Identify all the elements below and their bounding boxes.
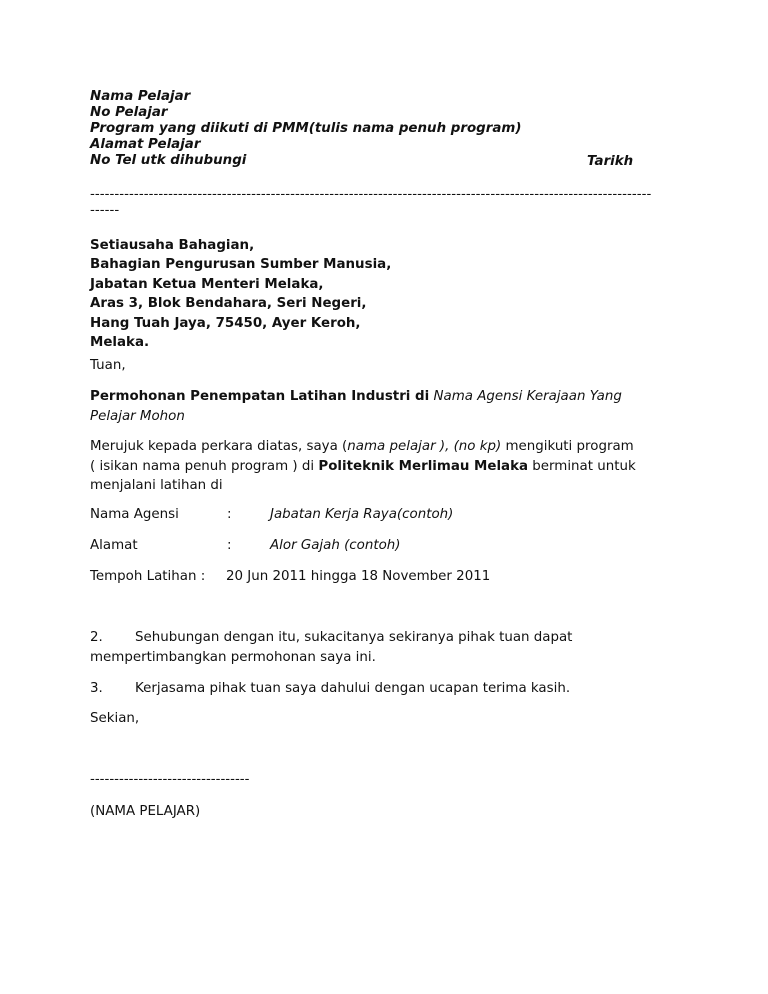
detail-agensi-colon: : — [227, 507, 232, 522]
intro-italic-1: nama pelajar ), (no kp) — [347, 439, 502, 454]
header-tarikh: Tarikh — [587, 154, 634, 169]
detail-alamat-label: Alamat — [90, 538, 138, 553]
recipient-line-1: Setiausaha Bahagian, — [90, 238, 255, 253]
intro-text-3: ( isikan nama penuh program ) di — [90, 458, 319, 474]
closing: Sekian, — [90, 711, 140, 726]
para2-line-1: Sehubungan dengan itu, sukacitanya sekiranya pihak tuan dapat — [135, 630, 573, 645]
recipient-line-4: Aras 3, Blok Bendahara, Seri Negeri, — [90, 296, 367, 312]
para2-number: 2. — [90, 630, 103, 645]
subject-italic-1: Nama Agensi Kerajaan Yang — [433, 389, 622, 404]
recipient-address — [90, 236, 391, 352]
header-program: Program yang diikuti di PMM(tulis nama penuh program) — [90, 121, 522, 136]
para3-line-1: Kerjasama pihak tuan saya dahului dengan ucapan terima kasih. — [135, 681, 571, 696]
header-no-tel: No Tel utk dihubungi — [90, 153, 247, 168]
intro-text-2: mengikuti program — [501, 439, 634, 454]
detail-alamat-colon: : — [227, 538, 232, 553]
detail-agensi-value: Jabatan Kerja Raya(contoh) — [270, 507, 454, 522]
subject-italic-2: Pelajar Mohon — [90, 408, 185, 424]
intro-paragraph — [90, 437, 670, 496]
detail-tempoh-value: 20 Jun 2011 hingga 18 November 2011 — [226, 569, 491, 584]
para3-number: 3. — [90, 681, 103, 696]
separator-line-2: ------ — [90, 203, 120, 218]
recipient-line-3: Jabatan Ketua Menteri Melaka, — [90, 276, 324, 292]
header-nama-pelajar: Nama Pelajar — [90, 89, 191, 104]
intro-text-1: Merujuk kepada perkara diatas, saya ( — [90, 439, 348, 454]
separator-line-1: ------------------------------------------------------------------------------------------------------------------- — [90, 187, 652, 202]
header-no-pelajar: No Pelajar — [90, 105, 168, 120]
subject — [90, 387, 670, 426]
salutation: Tuan, — [90, 358, 126, 373]
intro-text-5: menjalani latihan di — [90, 478, 223, 494]
detail-tempoh-label: Tempoh Latihan : — [90, 569, 206, 584]
header-alamat: Alamat Pelajar — [90, 137, 201, 152]
intro-bold-1: Politeknik Merlimau Melaka — [318, 458, 529, 474]
detail-alamat-value: Alor Gajah (contoh) — [270, 538, 401, 553]
intro-text-4: berminat untuk — [528, 458, 636, 474]
recipient-line-2: Bahagian Pengurusan Sumber Manusia, — [90, 257, 392, 273]
recipient-line-5: Hang Tuah Jaya, 75450, Ayer Keroh, — [90, 315, 361, 331]
signature-line: --------------------------------- — [90, 772, 250, 787]
recipient-line-6: Melaka. — [90, 335, 150, 351]
detail-agensi-label: Nama Agensi — [90, 507, 179, 522]
subject-bold: Permohonan Penempatan Latihan Industri di — [90, 389, 430, 404]
signature-name: (NAMA PELAJAR) — [90, 804, 201, 819]
para2-line-2: mempertimbangkan permohonan saya ini. — [90, 650, 376, 665]
